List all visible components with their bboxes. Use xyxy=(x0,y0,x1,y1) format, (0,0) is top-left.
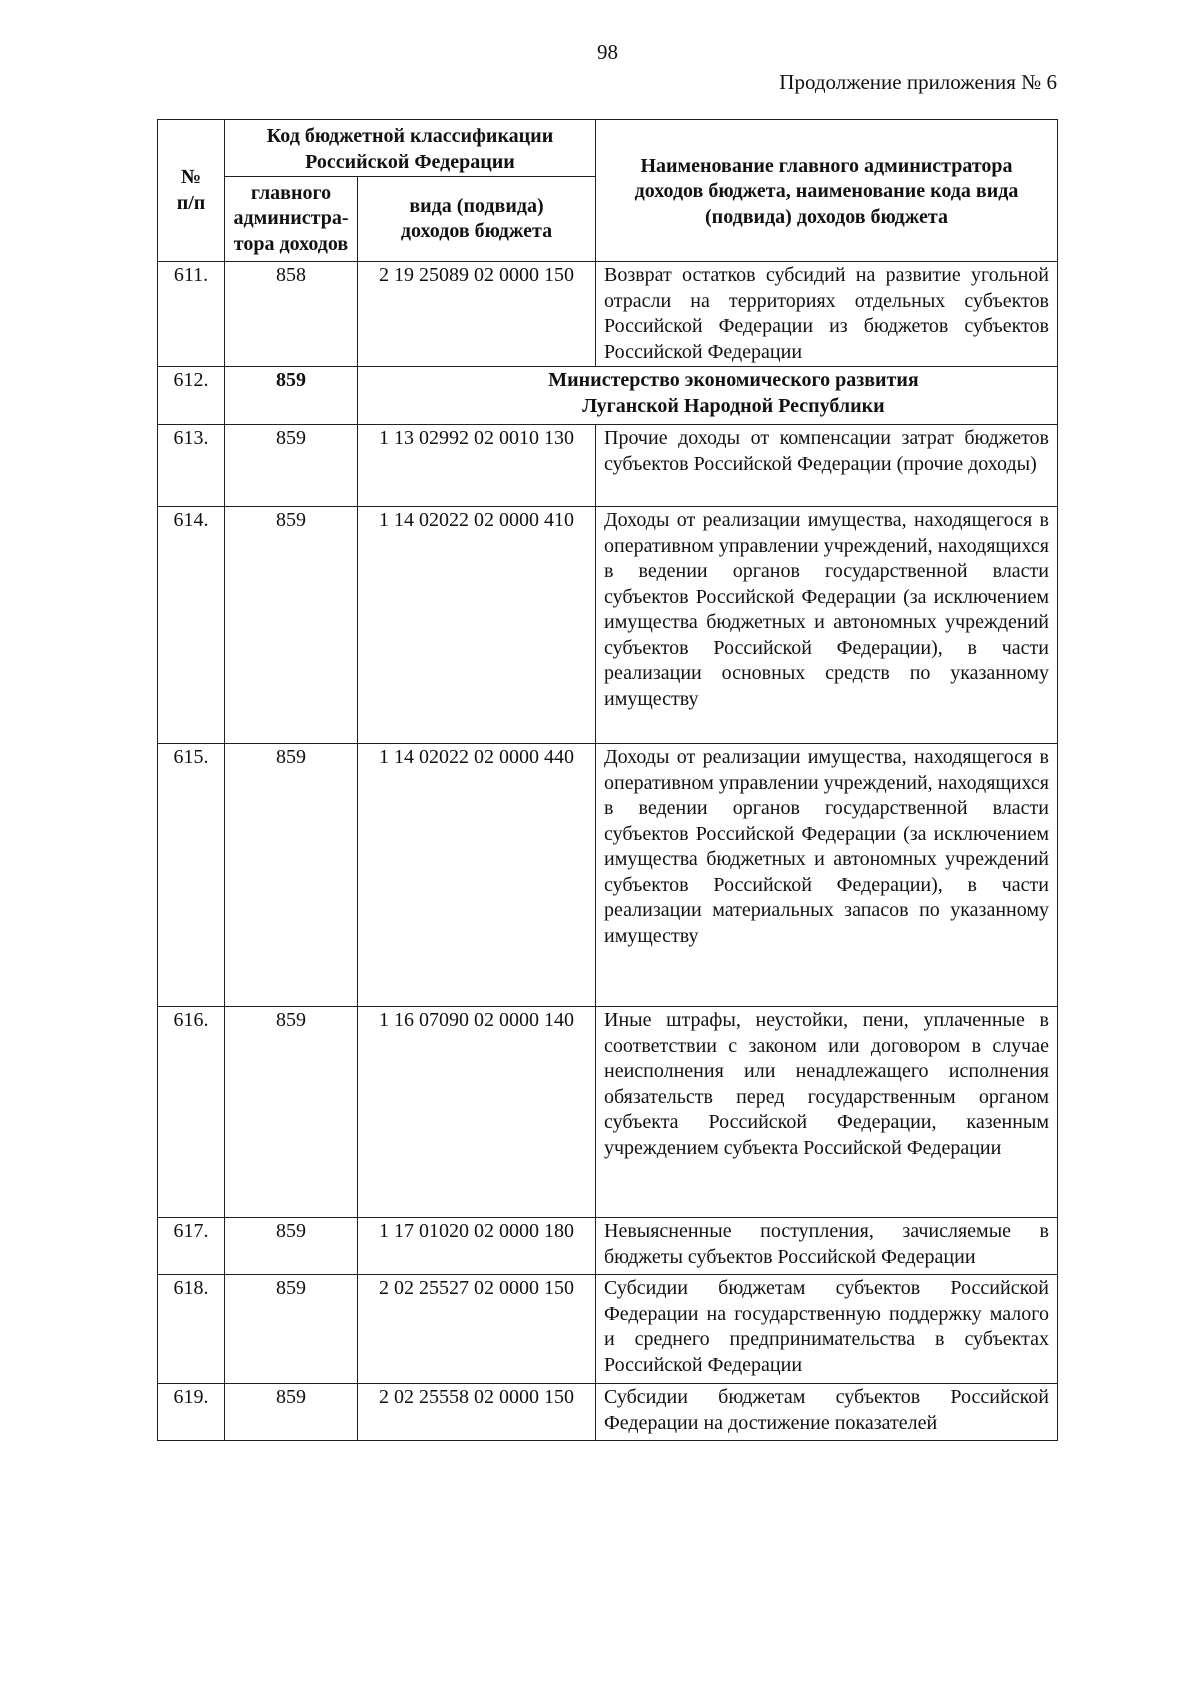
row-number: 613. xyxy=(158,425,225,507)
revenue-description: Доходы от реализации имущества, находящегося в оперативном управлении учреждений, находящихся в ведении органов государственной власти субъектов Российской Федерации (за исключением имущества бюджетных и автономных учреждений субъектов Российской Федерации), в части реализации материальных запасов по указанному имуществу xyxy=(596,744,1058,1007)
revenue-description: Возврат остатков субсидий на развитие угольной отрасли на территориях отдельных субъектов Российской Федерации из бюджетов субъектов Российской Федерации xyxy=(596,262,1058,367)
table-row xyxy=(158,1275,1058,1384)
revenue-description: Иные штрафы, неустойки, пени, уплаченные в соответствии с законом или договором в случае неисполнения или ненадлежащего исполнения обязательств перед государственным органом субъекта Российской Федерации, казенным учреждением субъекта Российской Федерации xyxy=(596,1007,1058,1218)
revenue-kind-code: 1 17 01020 02 0000 180 xyxy=(358,1218,596,1275)
table-row-ministry xyxy=(158,367,1058,425)
row-number: 614. xyxy=(158,507,225,744)
revenue-kind-code: 1 14 02022 02 0000 440 xyxy=(358,744,596,1007)
budget-classification-table xyxy=(157,119,1058,1441)
column-header-budget-code: Код бюджетной классификации Российской Федерации xyxy=(225,120,596,177)
admin-code: 859 xyxy=(225,425,358,507)
admin-code: 859 xyxy=(225,1007,358,1218)
row-number: 616. xyxy=(158,1007,225,1218)
revenue-kind-code: 1 16 07090 02 0000 140 xyxy=(358,1007,596,1218)
appendix-continuation-label: Продолжение приложения № 6 xyxy=(779,70,1057,94)
admin-code: 858 xyxy=(225,262,358,367)
admin-code: 859 xyxy=(225,367,358,425)
revenue-description: Субсидии бюджетам субъектов Российской Федерации на достижение показателей xyxy=(596,1384,1058,1441)
revenue-kind-code: 2 19 25089 02 0000 150 xyxy=(358,262,596,367)
table-row xyxy=(158,425,1058,507)
admin-code: 859 xyxy=(225,1218,358,1275)
revenue-kind-code: 1 13 02992 02 0010 130 xyxy=(358,425,596,507)
admin-code: 859 xyxy=(225,1384,358,1441)
row-number: 618. xyxy=(158,1275,225,1384)
column-header-kind: вида (подвида) доходов бюджета xyxy=(358,177,596,262)
revenue-kind-code: 2 02 25527 02 0000 150 xyxy=(358,1275,596,1384)
row-number: 612. xyxy=(158,367,225,425)
admin-code: 859 xyxy=(225,744,358,1007)
administrator-name: Министерство экономического развития Луганской Народной Республики xyxy=(358,367,1058,425)
revenue-description: Доходы от реализации имущества, находящегося в оперативном управлении учреждений, находящихся в ведении органов государственной власти субъектов Российской Федерации (за исключением имущества бюджетных и автономных учреждений субъектов Российской Федерации), в части реализации основных средств по указанному имуществу xyxy=(596,507,1058,744)
admin-code: 859 xyxy=(225,507,358,744)
revenue-description: Субсидии бюджетам субъектов Российской Федерации на государственную поддержку малого и среднего предпринимательства в субъектах Российской Федерации xyxy=(596,1275,1058,1384)
row-number: 619. xyxy=(158,1384,225,1441)
admin-code: 859 xyxy=(225,1275,358,1384)
revenue-kind-code: 2 02 25558 02 0000 150 xyxy=(358,1384,596,1441)
revenue-kind-code: 1 14 02022 02 0000 410 xyxy=(358,507,596,744)
column-header-admin: главного администра-тора доходов xyxy=(225,177,358,262)
column-header-name: Наименование главного администратора доходов бюджета, наименование кода вида (подвида) доходов бюджета xyxy=(596,120,1058,262)
page-number: 98 xyxy=(597,40,618,64)
row-number: 617. xyxy=(158,1218,225,1275)
row-number: 615. xyxy=(158,744,225,1007)
table-row xyxy=(158,262,1058,367)
revenue-description: Прочие доходы от компенсации затрат бюджетов субъектов Российской Федерации (прочие доходы) xyxy=(596,425,1058,507)
table-row xyxy=(158,1384,1058,1441)
column-header-number: № п/п xyxy=(158,120,225,262)
table-row xyxy=(158,507,1058,744)
table-row xyxy=(158,744,1058,1007)
table-row xyxy=(158,1218,1058,1275)
row-number: 611. xyxy=(158,262,225,367)
table-row xyxy=(158,1007,1058,1218)
revenue-description: Невыясненные поступления, зачисляемые в бюджеты субъектов Российской Федерации xyxy=(596,1218,1058,1275)
